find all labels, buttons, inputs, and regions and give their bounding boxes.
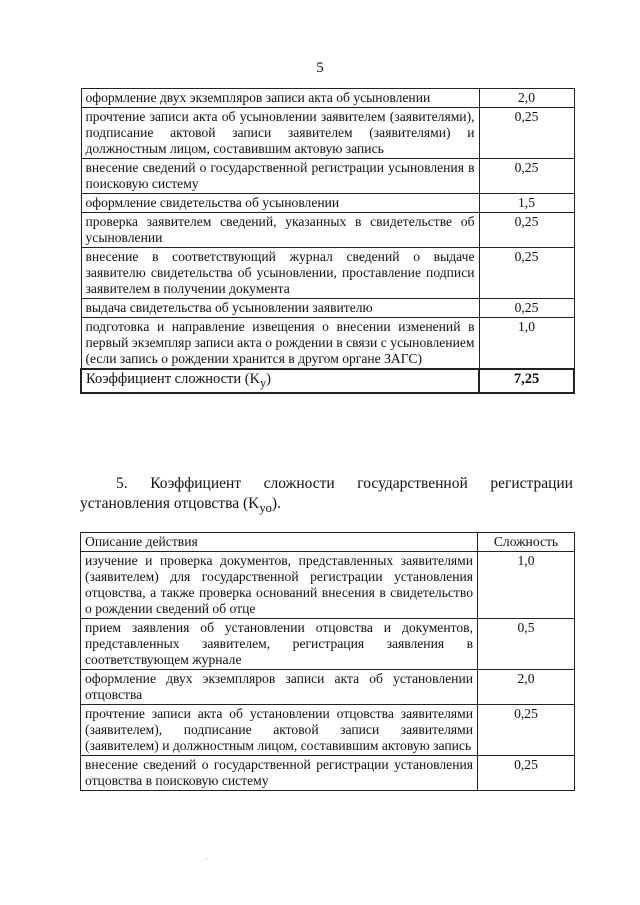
section-word: государственной: [357, 475, 468, 492]
action-cell: подготовка и направление извещения о внесении изменений в первый экземпляр записи акта о рождении в связи с усыновлением (если запись о рождении хранится в другом органе ЗАГС): [81, 318, 479, 370]
adoption-complexity-table: [80, 88, 575, 394]
page-number: 5: [316, 60, 324, 76]
section-heading: [80, 474, 573, 518]
action-cell: оформление свидетельства об усыновлении: [81, 194, 479, 213]
table-row: [81, 552, 575, 619]
action-cell: прочтение записи акта об установлении отцовства заявителями (заявителем), подписание актовой записи заявителями (заявителем) и должностным лицом, составившим актовую запись: [81, 705, 478, 756]
action-cell: внесение сведений о государственной регистрации установления отцовства в поисковую систему: [81, 756, 478, 791]
complexity-cell: 0,25: [479, 299, 574, 318]
table-row: [81, 756, 575, 791]
complexity-cell: 2,0: [479, 89, 574, 108]
total-label-text: Коэффициент сложности (K: [86, 371, 261, 387]
complexity-cell: 0,25: [478, 756, 575, 791]
section-line2-text: установления отцовства (K: [80, 495, 260, 512]
table-row: [81, 159, 574, 194]
action-cell: прочтение записи акта об усыновлении заявителем (заявителями), подписание актовой записи заявителем (заявителями) и должностным лицом, составившим актовую запись: [81, 108, 479, 159]
complexity-cell: 0,25: [479, 159, 574, 194]
section-heading-line2: [80, 494, 573, 518]
table-row: [81, 705, 575, 756]
action-cell: оформление двух экземпляров записи акта об усыновлении: [81, 89, 479, 108]
header-complexity: Сложность: [478, 533, 575, 552]
complexity-cell: 1,5: [479, 194, 574, 213]
action-cell: выдача свидетельства об усыновлении заявителю: [81, 299, 479, 318]
section-word: Коэффициент: [150, 475, 242, 492]
complexity-cell: 0,25: [479, 213, 574, 248]
section-word: сложности: [263, 475, 335, 492]
table-row: [81, 89, 574, 108]
action-cell: прием заявления об установлении отцовства и документов, представленных заявителем, регистрация заявления в соответствующем журнале: [81, 619, 478, 670]
complexity-cell: 0,25: [479, 108, 574, 159]
table-row: [81, 108, 574, 159]
section-heading-line1: [80, 474, 573, 494]
table-row: [81, 299, 574, 318]
total-label-close: ): [266, 371, 271, 387]
table-row: [81, 213, 574, 248]
total-value: 7,25: [479, 369, 574, 393]
complexity-cell: 0,25: [479, 248, 574, 299]
section-number: 5.: [116, 475, 128, 492]
table-row: [81, 194, 574, 213]
table-row: [81, 619, 575, 670]
total-label-subscript: у: [260, 375, 267, 390]
action-cell: внесение в соответствующий журнал сведений о выдаче заявителю свидетельства об усыновлении, проставление подписи заявителем в получении документа: [81, 248, 479, 299]
complexity-cell: 0,5: [478, 619, 575, 670]
table-row: [81, 248, 574, 299]
section-line2-subscript: уо: [259, 500, 272, 516]
table-row: [81, 670, 575, 705]
total-label: [81, 369, 479, 393]
action-cell: изучение и проверка документов, представленных заявителями (заявителем) для государственной регистрации установления отцовства, а также проверка оснований внесения в свидетельство о рождении сведений об отце: [81, 552, 478, 619]
complexity-cell: 1,0: [478, 552, 575, 619]
header-action: Описание действия: [81, 533, 478, 552]
action-cell: внесение сведений о государственной регистрации усыновления в поисковую систему: [81, 159, 479, 194]
table-header-row: [81, 533, 575, 552]
action-cell: оформление двух экземпляров записи акта об установлении отцовства: [81, 670, 478, 705]
complexity-cell: 1,0: [479, 318, 574, 370]
action-cell: проверка заявителем сведений, указанных в свидетельстве об усыновлении: [81, 213, 479, 248]
table-row: [81, 318, 574, 370]
scan-speck: ·: [205, 855, 208, 864]
section-word: регистрации: [490, 475, 573, 492]
section-line2-close: ).: [271, 495, 281, 512]
complexity-cell: 0,25: [478, 705, 575, 756]
total-row: [81, 369, 574, 393]
paternity-complexity-table: [80, 532, 575, 791]
complexity-cell: 2,0: [478, 670, 575, 705]
